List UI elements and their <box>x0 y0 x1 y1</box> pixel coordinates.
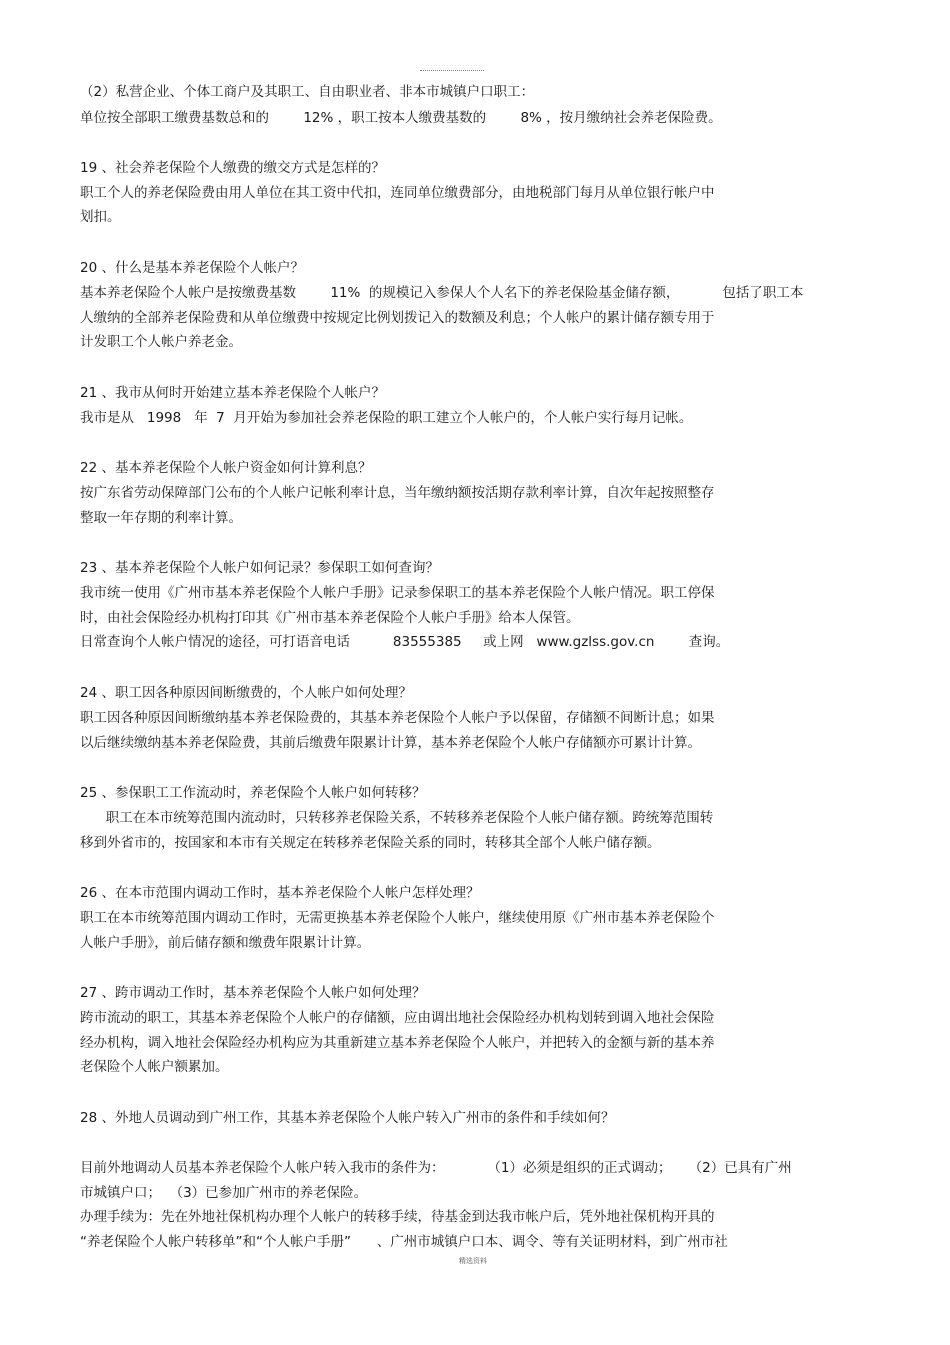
text-line: 我市统一使用《广州市基本养老保险个人帐户手册》记录参保职工的基本养老保险个人帐户情况。职工停保 <box>80 585 715 601</box>
text-line: 经办机构，调入地社会保险经办机构应为其重新建立基本养老保险个人帐户，并把转入的金额与新的基本养 <box>80 1035 715 1051</box>
question-heading: 27 、跨市调动工作时，基本养老保险个人帐户如何处理？ <box>80 985 426 1001</box>
text-line: 日常查询个人帐户情况的途径，可打语音电话 83555385 或上网 www.gzlss.gov.cn 查询。 <box>80 634 730 650</box>
text-line: 市城镇户口； （3）已参加广州市的养老保险。 <box>80 1185 368 1201</box>
text-line: 跨市流动的职工，其基本养老保险个人帐户的存储额，应由调出地社会保险经办机构划转到调入地社会保险 <box>80 1010 715 1026</box>
text-line: 单位按全部职工缴费基数总和的 12% ，职工按本人缴费基数的 8% ，按月缴纳社会养老保险费。 <box>80 110 722 126</box>
text-line: 办理手续为：先在外地社保机构办理个人帐户的转移手续，待基金到达我市帐户后，凭外地社保机构开具的 <box>80 1209 715 1225</box>
text-line: 老保险个人帐户额累加。 <box>80 1059 229 1075</box>
question-heading: 21 、我市从何时开始建立基本养老保险个人帐户？ <box>80 385 385 401</box>
text-line: 我市是从 1998 年 7 月开始为参加社会养老保险的职工建立个人帐户的，个人帐户实行每月记帐。 <box>80 410 693 426</box>
question-heading: 28 、外地人员调动到广州工作，其基本养老保险个人帐户转入广州市的条件和手续如何？ <box>80 1110 615 1126</box>
text-line: 目前外地调动人员基本养老保险个人帐户转入我市的条件为： （1）必须是组织的正式调动； （2）已具有广州 <box>80 1160 792 1176</box>
text-line: “养老保险个人帐户转移单”和“个人帐户手册” 、广州市城镇户口本、调令、等有关证明材料，到广州市社 <box>80 1234 728 1250</box>
text-line: （2）私营企业、个体工商户及其职工、自由职业者、非本市城镇户口职工： <box>80 84 535 100</box>
text-line: 按广东省劳动保障部门公布的个人帐户记帐利率计息，当年缴纳额按活期存款利率计算，自次年起按照整存 <box>80 485 715 501</box>
text-line: 职工在本市统筹范围内调动工作时，无需更换基本养老保险个人帐户，继续使用原《广州市基本养老保险个 <box>80 910 715 926</box>
question-heading: 22 、基本养老保险个人帐户资金如何计算利息？ <box>80 460 372 476</box>
text-line: 职工个人的养老保险费由用人单位在其工资中代扣，连同单位缴费部分，由地税部门每月从单位银行帐户中 <box>80 185 715 201</box>
text-line: 职工在本市统筹范围内流动时，只转移养老保险关系，不转移养老保险个人帐户储存额。跨统筹范围转 <box>80 810 714 826</box>
text-line: 人帐户手册》，前后储存额和缴费年限累计计算。 <box>80 935 371 951</box>
text-line: 移到外省市的，按国家和本市有关规定在转移养老保险关系的同时，转移其全部个人帐户储存额。 <box>80 835 661 851</box>
page-footer: 精选资料 <box>459 1257 487 1265</box>
question-heading: 23 、基本养老保险个人帐户如何记录？参保职工如何查询？ <box>80 560 439 576</box>
text-line: 以后继续缴纳基本养老保险费，其前后缴费年限累计计算，基本养老保险个人帐户存储额亦可累计计算。 <box>80 735 701 751</box>
text-line: 划扣。 <box>80 209 121 225</box>
question-heading: 20 、什么是基本养老保险个人帐户？ <box>80 260 304 276</box>
text-line: 职工因各种原因间断缴纳基本养老保险费的，其基本养老保险个人帐户予以保留，存储额不间断计息；如果 <box>80 710 715 726</box>
question-heading: 24 、职工因各种原因间断缴费的，个人帐户如何处理？ <box>80 685 412 701</box>
question-heading: 25 、参保职工工作流动时，养老保险个人帐户如何转移？ <box>80 785 426 801</box>
text-line: 计发职工个人帐户养老金。 <box>80 334 242 350</box>
text-line: 整取一年存期的利率计算。 <box>80 510 242 526</box>
text-line: 人缴纳的全部养老保险费和从单位缴费中按规定比例划拨记入的数额及利息；个人帐户的累计储存额专用于 <box>80 310 715 326</box>
text-line: 时，由社会保险经办机构打印其《广州市基本养老保险个人帐户手册》给本人保管。 <box>80 610 580 626</box>
question-heading: 19 、社会养老保险个人缴费的缴交方式是怎样的？ <box>80 160 385 176</box>
question-heading: 26 、在本市范围内调动工作时，基本养老保险个人帐户怎样处理？ <box>80 885 480 901</box>
header-rule <box>420 70 484 71</box>
text-line: 基本养老保险个人帐户是按缴费基数 11% 的规模记入参保人个人名下的养老保险基金储存额， 包括了职工本 <box>80 285 804 301</box>
